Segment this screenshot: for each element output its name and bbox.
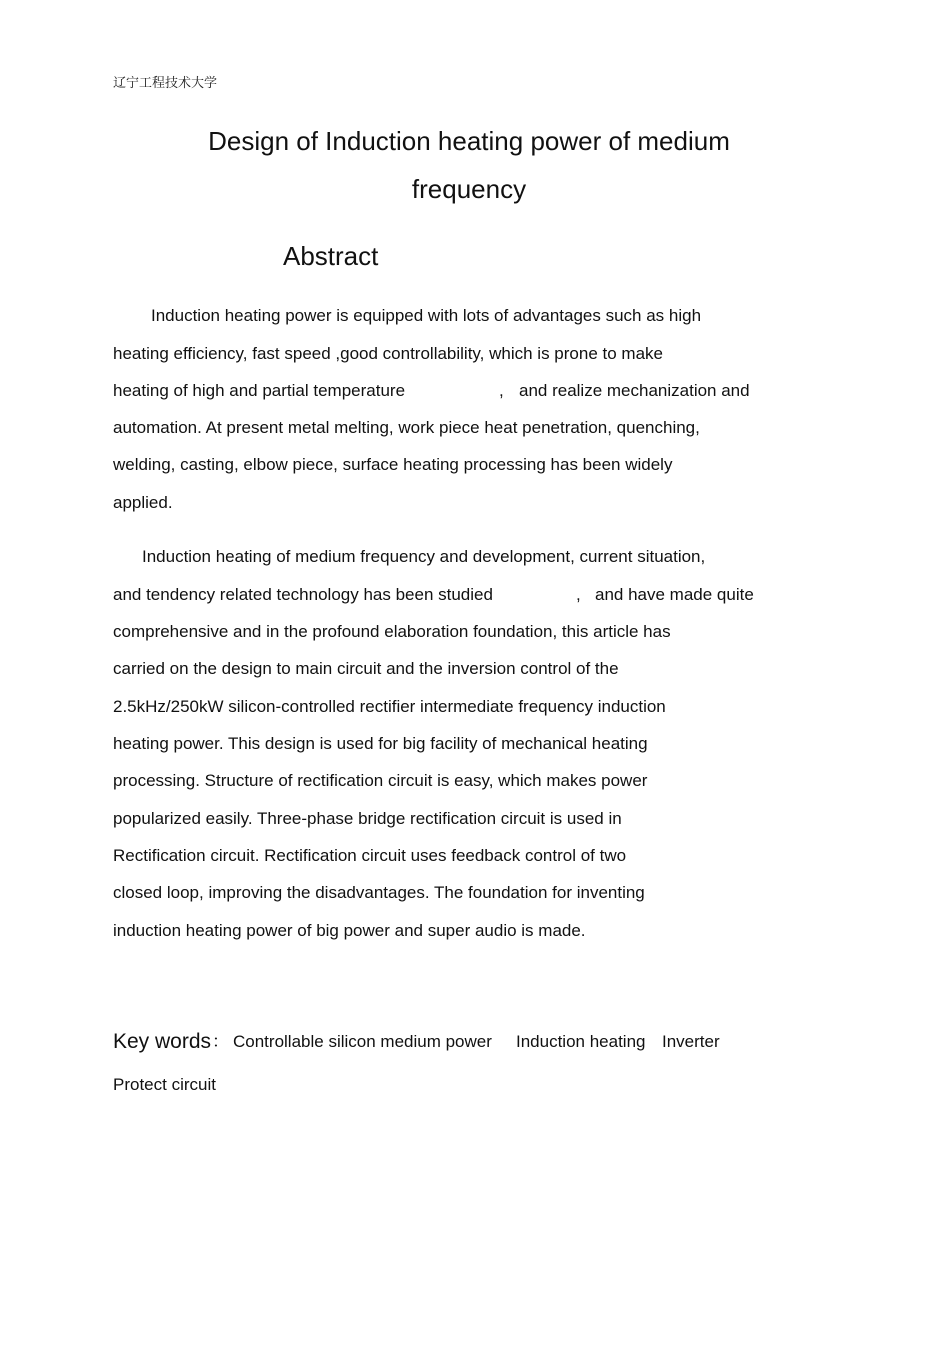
paragraph-comma: , [576, 585, 581, 604]
paragraph-line: automation. At present metal melting, work piece heat penetration, quenching, [113, 418, 700, 437]
paragraph-line: and have made quite [595, 585, 754, 604]
keywords-separator: ： [212, 1032, 229, 1051]
paragraph-line: closed loop, improving the disadvantages. The foundation for inventing [113, 883, 645, 902]
abstract-heading: Abstract [283, 241, 379, 271]
paragraph-line: Rectification circuit. Rectification circuit uses feedback control of two [113, 846, 627, 865]
keywords-label: Key words [113, 1030, 212, 1053]
title-line-1: Design of Induction heating power of medium [208, 126, 730, 156]
paragraph-line: applied. [113, 493, 173, 512]
keyword-item: Inverter [662, 1032, 720, 1051]
paragraph-line: Induction heating of medium frequency and development, current situation, [142, 547, 706, 566]
paragraph-line: and tendency related technology has been studied [113, 585, 493, 604]
title-line-2: frequency [411, 174, 527, 204]
paragraph-line: comprehensive and in the profound elaboration foundation, this article has [113, 622, 671, 641]
keyword-item: Controllable silicon medium power [233, 1032, 492, 1051]
paragraph-line: processing. Structure of rectification circuit is easy, which makes power [113, 771, 648, 790]
paragraph-line: popularized easily. Three-phase bridge rectification circuit is used in [113, 809, 622, 828]
paragraph-line: 2.5kHz/250kW silicon-controlled rectifier intermediate frequency induction [113, 697, 666, 716]
keyword-item: Induction heating [516, 1032, 646, 1051]
institution-header: 辽宁工程技术大学 [113, 76, 218, 91]
paragraph-comma: , [499, 381, 504, 400]
paragraph-line: Induction heating power is equipped with lots of advantages such as high [151, 306, 702, 325]
keyword-item: Protect circuit [113, 1075, 216, 1094]
paragraph-line: welding, casting, elbow piece, surface heating processing has been widely [113, 455, 673, 474]
paragraph-line: heating efficiency, fast speed ,good controllability, which is prone to make [113, 344, 663, 363]
paragraph-line: heating of high and partial temperature [113, 381, 406, 400]
paragraph-line: induction heating power of big power and super audio is made. [113, 921, 586, 940]
paragraph-line: and realize mechanization and [519, 381, 750, 400]
paragraph-line: heating power. This design is used for big facility of mechanical heating [113, 734, 648, 753]
paragraph-line: carried on the design to main circuit and the inversion control of the [113, 659, 619, 678]
